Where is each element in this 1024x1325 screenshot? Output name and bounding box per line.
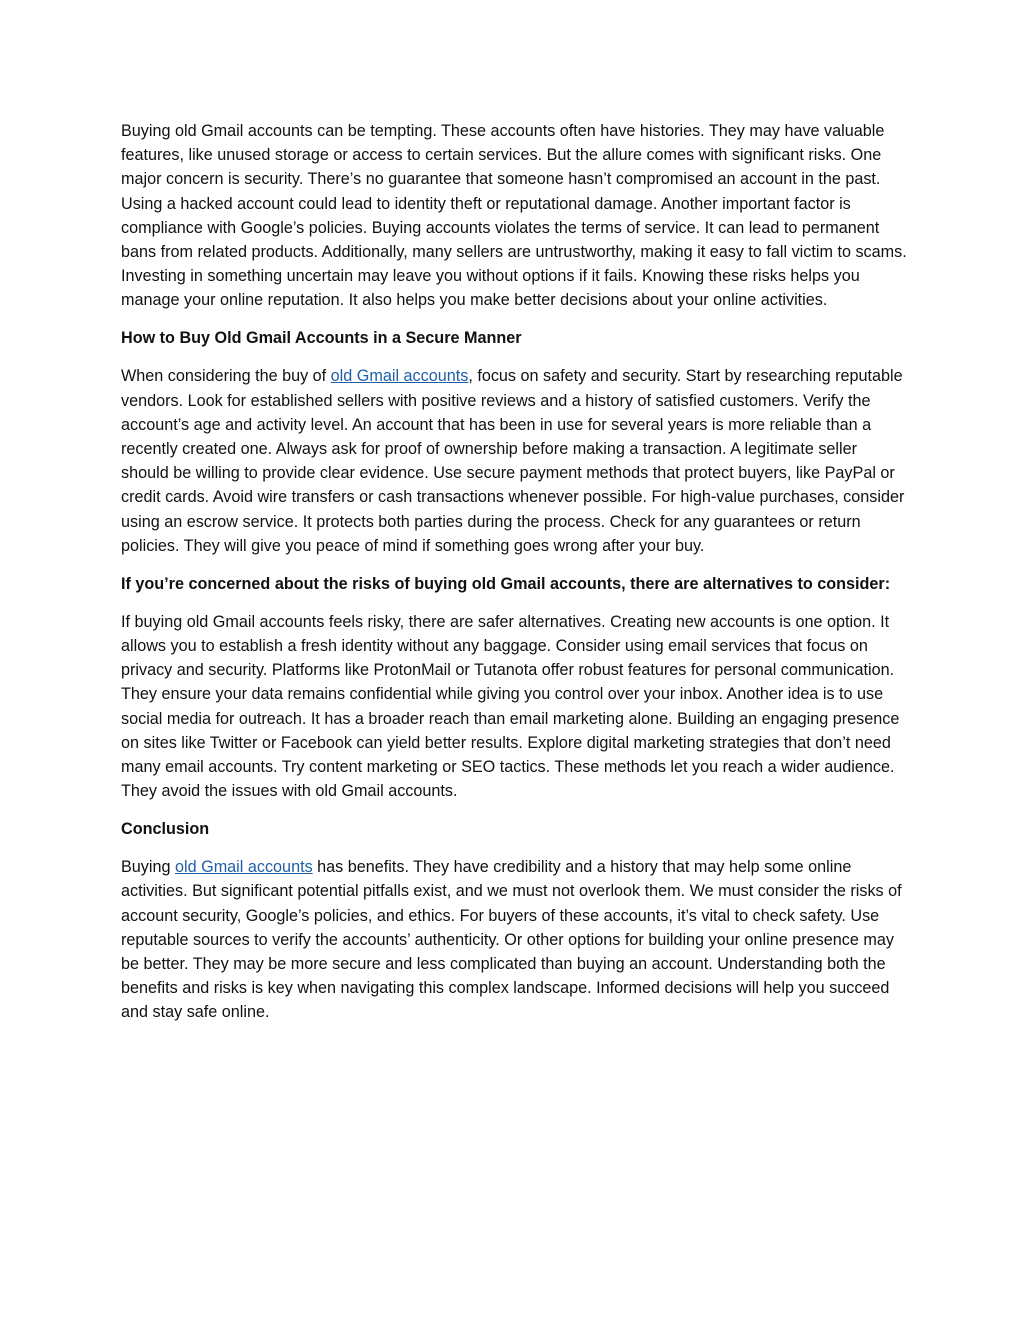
secure-paragraph-text-end: , focus on safety and security. Start by researching reputable vendors. Look for established sellers with positive reviews and a history of satisfied customers. Verify the account’s age and activity level. An account that has been in use for several years is more reliable than a recently created one. Always ask for proof of ownership before making a transaction. A legitimate seller should be willing to provide clear evidence. Use secure payment methods that protect buyers, like PayPal or credit cards. Avoid wire transfers or cash transactions whenever possible. For high-value purchases, consider using an escrow service. It protects both parties during the process. Check for any guarantees or return policies. They will give you peace of mind if something goes wrong after your buy. — [121, 367, 905, 555]
secure-buying-paragraph — [121, 364, 907, 558]
intro-paragraph: Buying old Gmail accounts can be tempting. These accounts often have histories. They may have valuable features, like unused storage or access to certain services. But the allure comes with significant risks. One major concern is security. There’s no guarantee that someone hasn’t compromised an account in the past. Using a hacked account could lead to identity theft or reputational damage. Another important factor is compliance with Google’s policies. Buying accounts violates the terms of service. It can lead to permanent bans from related products. Additionally, many sellers are untrustworthy, making it easy to fall victim to scams. Investing in something uncertain may leave you without options if it fails. Knowing these risks helps you manage your online reputation. It also helps you make better decisions about your online activities. — [121, 122, 907, 310]
document-page — [121, 119, 907, 1038]
heading-conclusion: Conclusion — [121, 820, 210, 839]
conclusion-paragraph — [121, 855, 907, 1024]
conclusion-text-start: Buying — [121, 858, 175, 877]
secure-paragraph-text-start: When considering the buy of — [121, 367, 331, 386]
heading-alternatives: If you’re concerned about the risks of buying old Gmail accounts, there are alternatives to consider: — [121, 574, 891, 593]
old-gmail-accounts-link[interactable]: old Gmail accounts — [330, 367, 469, 386]
alternatives-paragraph: If buying old Gmail accounts feels risky, there are safer alternatives. Creating new accounts is one option. It allows you to establish a fresh identity without any baggage. Consider using email services that focus on privacy and security. Platforms like ProtonMail or Tutanota offer robust features for personal communication. They ensure your data remains confidential while giving you control over your inbox. Another idea is to use social media for outreach. It has a broader reach than email marketing alone. Building an engaging presence on sites like Twitter or Facebook can yield better results. Explore digital marketing strategies that don’t need many email accounts. Try content marketing or SEO tactics. These methods let you reach a wider audience. They avoid the issues with old Gmail accounts. — [121, 612, 900, 801]
conclusion-text-end: has benefits. They have credibility and a history that may help some online activities. But significant potential pitfalls exist, and we must not overlook them. We must consider the risks of account security, Google’s policies, and ethics. For buyers of these accounts, it’s vital to check safety. Use reputable sources to verify the accounts’ authenticity. Or other options for building your online presence may be better. They may be more secure and less complicated than buying an account. Understanding both the benefits and risks is key when navigating this complex landscape. Informed decisions will help you succeed and stay safe online. — [121, 858, 902, 1022]
heading-secure-buying: How to Buy Old Gmail Accounts in a Secure Manner — [121, 329, 522, 348]
conclusion-old-gmail-accounts-link[interactable]: old Gmail accounts — [175, 858, 313, 877]
